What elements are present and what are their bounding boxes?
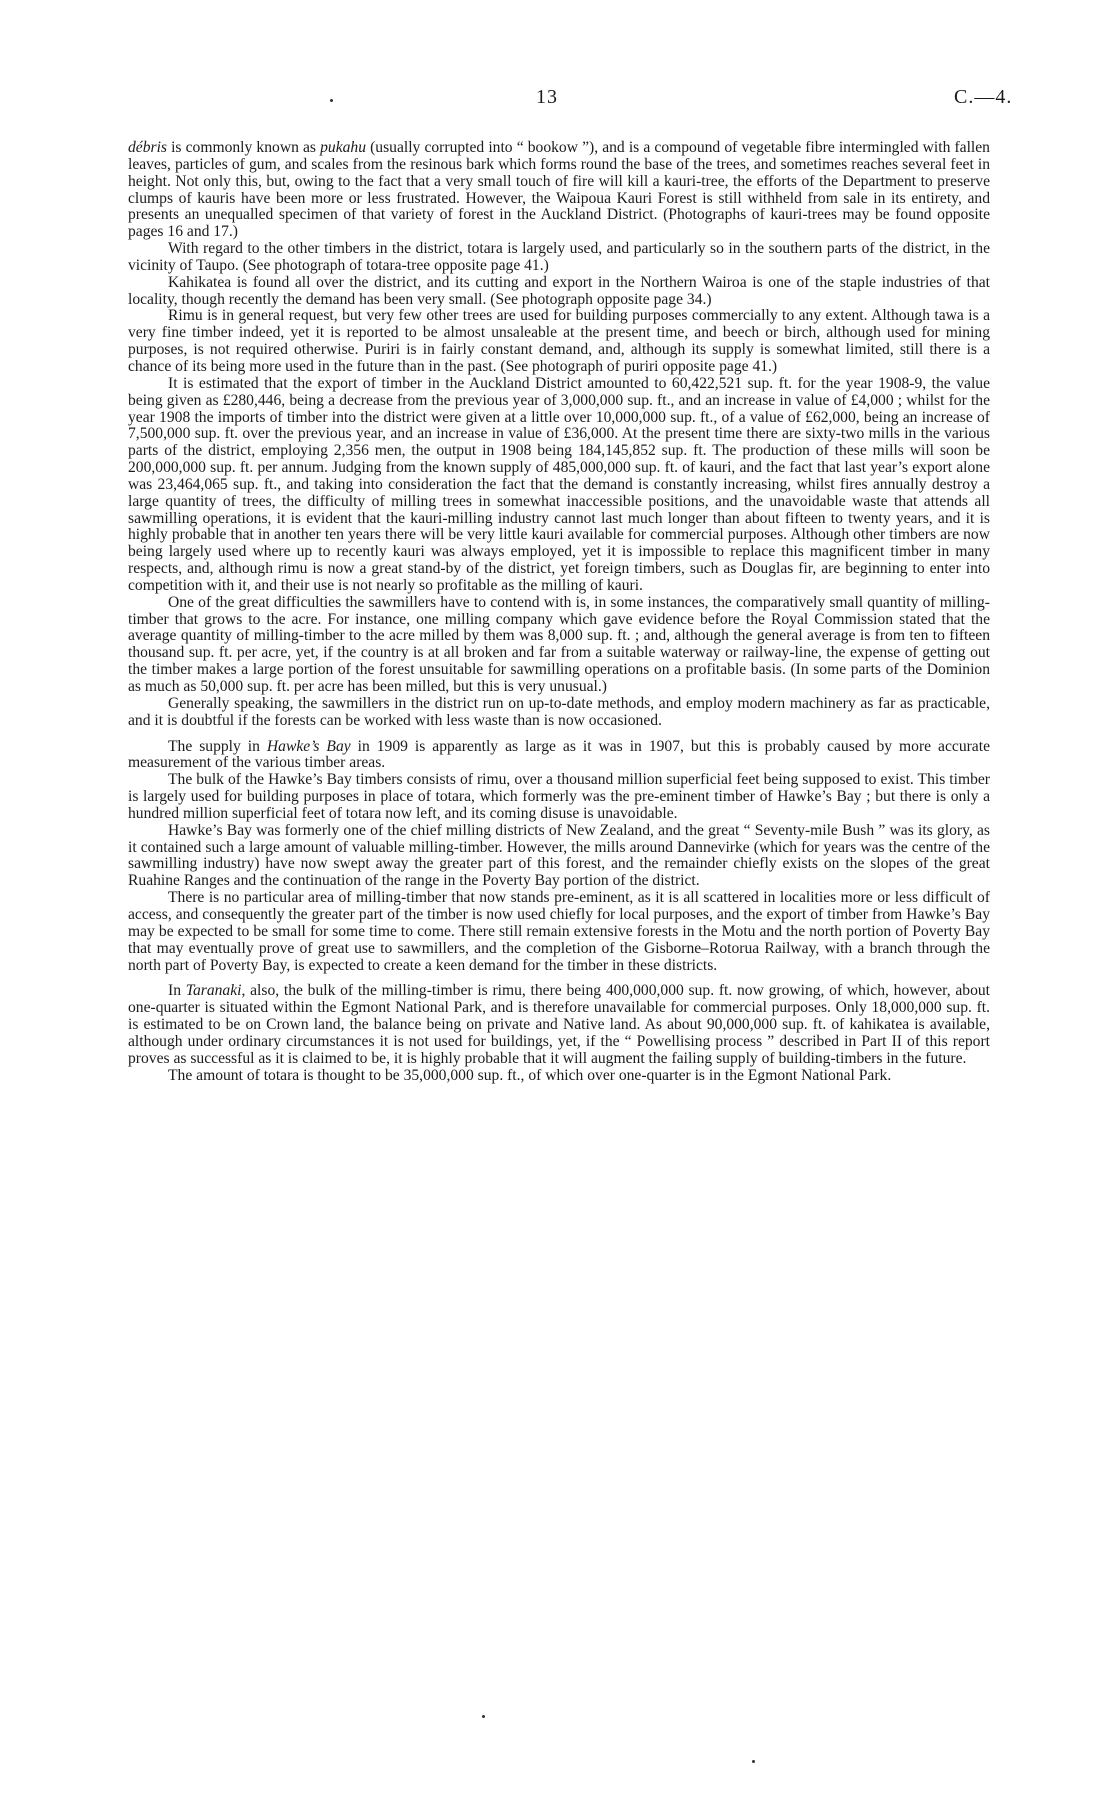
scan-mark [752, 1760, 755, 1763]
paragraph-totara-amount: The amount of totara is thought to be 35,000,000 sup. ft., of which over one-quarter is in the Egmont National Park. [168, 1066, 892, 1084]
paragraph-totara: With regard to the other timbers in the district, totara is largely used, and particularly so in the southern parts of the district, in the vicinity of Taupo. (See photograph of totara-tree opposite page 41.) [128, 240, 990, 274]
italic-term-debris: débris [128, 139, 167, 156]
paragraph-text: is commonly known as [166, 139, 321, 156]
paragraph-hawkes-bay-supply [128, 739, 990, 773]
italic-term-hawkes-bay: Hawke’s Bay [266, 737, 351, 755]
paragraph-text: In [168, 982, 186, 1000]
italic-term-taranaki: Taranaki [185, 982, 242, 1000]
paragraph-scattered-milling-timber: There is no particular area of milling-timber that now stands pre-eminent, as it is all scattered in localities more or less difficult of access, and consequently the greater part of the timber is now used chiefly for local purposes, and the export of timber from Hawke’s Bay may be expected to be small for some time to come. There still remain extensive forests in the Motu and the north portion of Poverty Bay that may eventually prove of great use to sawmillers, and the completion of the Gisborne–Rotorua Railway, with a branch through the north part of Poverty Bay, is expected to create a keen demand for the timber in these districts. [128, 889, 990, 974]
page-number: 13 [536, 86, 558, 108]
paragraph-text: in 1909 is apparently as large as it was in 1907, but this is probably caused by more accurate measurement of the various timber areas. [128, 737, 990, 772]
italic-term-pukahu: pukahu [320, 139, 366, 156]
paragraph-pukahu-debris [128, 140, 990, 241]
page-header [0, 86, 1114, 116]
paragraph-kahikatea: Kahikatea is found all over the district, and its cutting and export in the Northern Wairoa is one of the staple industries of that locality, though recently the demand has been very small. (See photograph opposite page 34.) [128, 273, 990, 308]
scan-mark [482, 1715, 485, 1718]
paragraph-taranaki [128, 983, 990, 1067]
paragraph-seventy-mile-bush: Hawke’s Bay was formerly one of the chief milling districts of New Zealand, and the great “ Seventy-mile Bush ” was its glory, as it contained such a large amount of valuable milling-timber. However, the mills around Dannevirke (which for years was the centre of the sawmilling industry) have now swept away the greater part of this forest, and the remainder chiefly exists on the slopes of the great Ruahine Ranges and the continuation of the range in the Poverty Bay portion of the district. [128, 821, 990, 890]
paragraph-sawmiller-difficulties: One of the great difficulties the sawmillers have to contend with is, in some instances, the comparatively small quantity of milling-timber that grows to the acre. For instance, one milling company which gave evidence before the Royal Commission stated that the average quantity of milling-timber to the acre milled by them was 8,000 sup. ft. ; and, although the general average is from ten to fifteen thousand sup. ft. per acre, yet, if the country is at all broken and far from a suitable waterway or railway-line, the expense of getting out the timber makes a large portion of the forest unsuitable for sawmilling operations on a profitable basis. (In some parts of the Dominion as much as 50,000 sup. ft. per acre has been milled, but this is very unusual.) [128, 593, 990, 695]
scan-mark [330, 99, 333, 102]
document-reference: C.—4. [954, 86, 1013, 108]
paragraph-rimu: Rimu is in general request, but very few other trees are used for building purposes commercially to any extent. Although tawa is a very fine timber indeed, yet it is reported to be almost unsaleable at the present time, and beech or birch, although used for mining purposes, is not required otherwise. Puriri is in fairly constant demand, and, although its supply is somewhat limited, still there is a chance of its being more used in the future than in the past. (See photograph of puriri opposite page 41.) [128, 307, 990, 375]
paragraph-text: The supply in [168, 737, 267, 755]
paragraph-export-estimate: It is estimated that the export of timber in the Auckland District amounted to 60,422,521 sup. ft. for the year 1908-9, the value being given as £280,446, being a decrease from the previous year of 3,000,000 sup. ft., and an increase in value of £4,000 ; whilst for the year 1908 the imports of timber into the district were given at a little over 10,000,000 sup. ft., of a value of £62,000, being an increase of 7,500,000 sup. ft. over the previous year, and an increase in value of £36,000. At the present time there are sixty-two mills in the various parts of the district, employing 2,356 men, the output in 1908 being 184,145,852 sup. ft. The production of these mills will soon be 200,000,000 sup. ft. per annum. Judging from the known supply of 485,000,000 sup. ft. of kauri, and the fact that last year’s export alone was 23,464,065 sup. ft., and taking into consideration the fact that the demand is constantly increasing, whilst fires annually destroy a large quantity of trees, the difficulty of milling trees in somewhat inaccessible positions, and the unavoidable waste that attends all sawmilling operations, it is evident that the kauri-milling industry cannot last much longer than about fifteen to twenty years, and it is highly probable that in another ten years there will be very little kauri available for commercial purposes. Although other timbers are now being largely used where up to recently kauri was always employed, yet it is impossible to replace this magnificent timber in many respects, and, although rimu is now a great stand-by of the district, yet foreign timbers, such as Douglas fir, are beginning to enter into competition with it, and their use is not nearly so profitable as the milling of kauri. [128, 374, 990, 594]
paragraph-hawkes-bay-timbers: The bulk of the Hawke’s Bay timbers consists of rimu, over a thousand million superficial feet being supposed to exist. This timber is largely used for building purposes in place of totara, which formerly was the pre-eminent timber of Hawke’s Bay ; but there is only a hundred million superficial feet of totara now left, and its coming disuse is unavoidable. [128, 771, 990, 822]
paragraph-text: (usually corrupted into “ bookow ”), and is a compound of vegetable fibre intermingled with fallen leaves, particles of gum, and scales from the resinous bark which forms round the base of the trees, and sometimes reaches several feet in height. Not only this, but, owing to the fact that a very small touch of fire will kill a kauri-tree, the efforts of the Department to preserve clumps of kauris have been more or less frustrated. However, the Waipoua Kauri Forest is still withheld from sale in its entirety, and presents an unequalled specimen of that variety of forest in the Auckland District. (Photographs of kauri-trees may be found opposite pages 16 and 17.) [128, 139, 990, 241]
paragraph-modern-methods: Generally speaking, the sawmillers in the district run on up-to-date methods, and employ modern machinery as far as practicable, and it is doubtful if the forests can be worked with less waste than is now occasioned. [128, 694, 990, 729]
paragraph-text: , also, the bulk of the milling-timber is rimu, there being 400,000,000 sup. ft. now growing, of which, however, about one-quarter is situated within the Egmont National Park, and is therefore unavailable for commercial purposes. Only 18,000,000 sup. ft. is estimated to be on Crown land, the balance being on private and Native land. As about 90,000,000 sup. ft. of kahikatea is available, although under ordinary circumstances it is not used for buildings, yet, if the “ Powellising process ” described in Part II of this report proves as successful as it is claimed to be, it is highly probable that it will augment the failing supply of building-timbers in the future. [128, 982, 990, 1067]
body-text [128, 140, 990, 1084]
